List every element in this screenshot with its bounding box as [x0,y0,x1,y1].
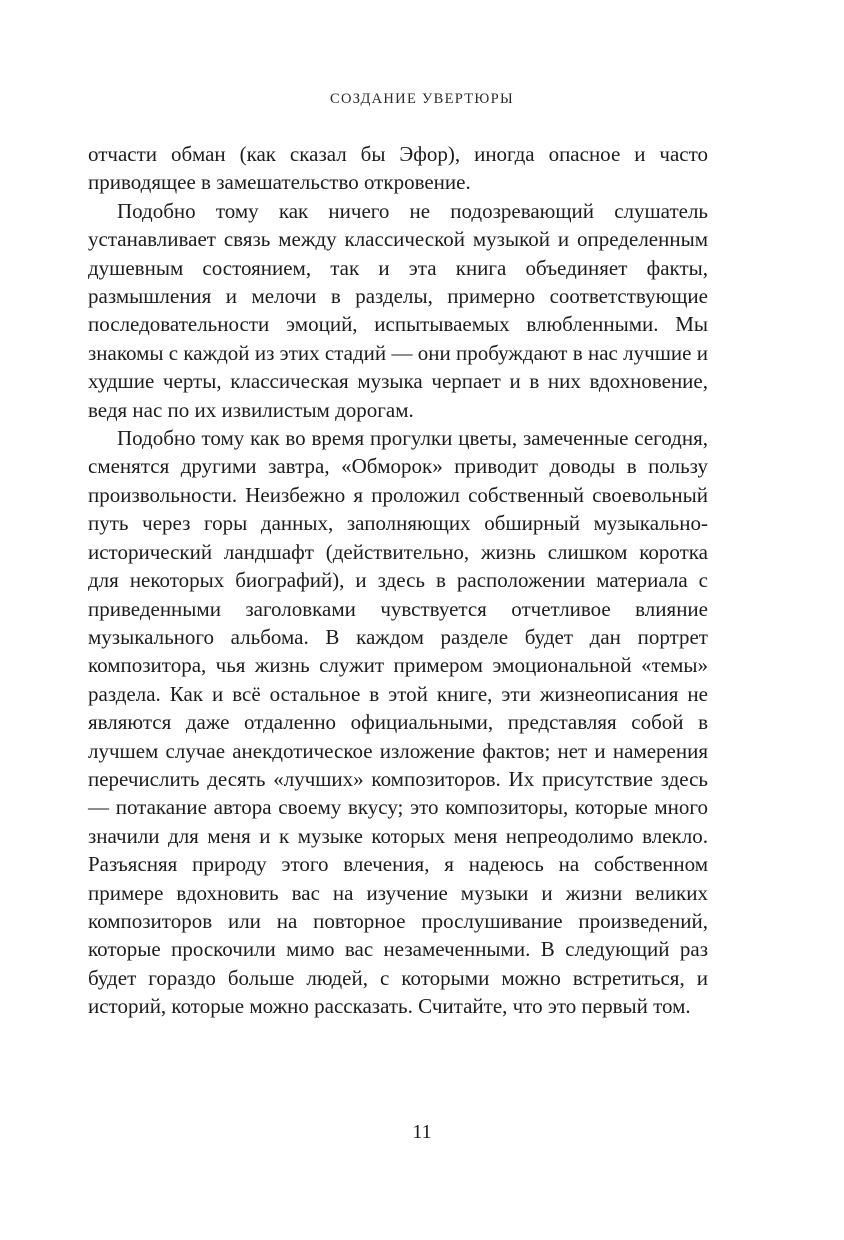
paragraph-emotions: Подобно тому как ничего не подозревающий слушатель устанавливает связь между классической музыкой и определенным душевным состоянием, так и эта книга объединяет факты, размышления и мелочи в разделы, примерно соответствующие последовательности эмоций, испытываемых влюбленными. Мы знакомы с каждой из этих стадий — они пробуждают в нас лучшие и худшие черты, классическая музыка черпает и в них вдохновение, ведя нас по их извилистым дорогам. [88,198,708,422]
paragraph-continuation: отчасти обман (как сказал бы Эфор), иногда опасное и часто приводящее в замешательство откровение. [88,142,708,195]
page-number: 11 [412,1121,432,1143]
running-head: СОЗДАНИЕ УВЕРТЮРЫ [330,91,514,107]
paragraph-composers: Подобно тому как во время прогулки цветы, замеченные сегодня, сменятся другими завтра, «Обморок» приводит доводы в пользу произвольности. Неизбежно я проложил собственный своевольный путь через горы данных, заполняющих обширный музыкально-исторический ландшафт (действительно, жизнь слишком коротка для некоторых биографий), и здесь в расположении материала с приведенными заголовками чувствуется отчетливое влияние музыкального альбома. В каждом разделе будет дан портрет композитора, чья жизнь служит примером эмоциональной «темы» раздела. Как и всё остальное в этой книге, эти жизнеописания не являются даже отдаленно официальными, представляя собой в лучшем случае анекдотическое изложение фактов; нет и намерения перечислить десять «лучших» композиторов. Их присутствие здесь — потакание автора своему вкусу; это композиторы, которые много значили для меня и к музыке которых меня непреодолимо влекло. Разъясняя природу этого влечения, я надеюсь на собственном примере вдохновить вас на изучение музыки и жизни великих композиторов или на повторное прослушивание произведений, которые проскочили мимо вас незамеченными. В следующий раз будет гораздо больше людей, с которыми можно встретиться, и историй, которые можно рассказать. Считайте, что это первый том. [88,426,708,1019]
body-text [88,140,708,1021]
